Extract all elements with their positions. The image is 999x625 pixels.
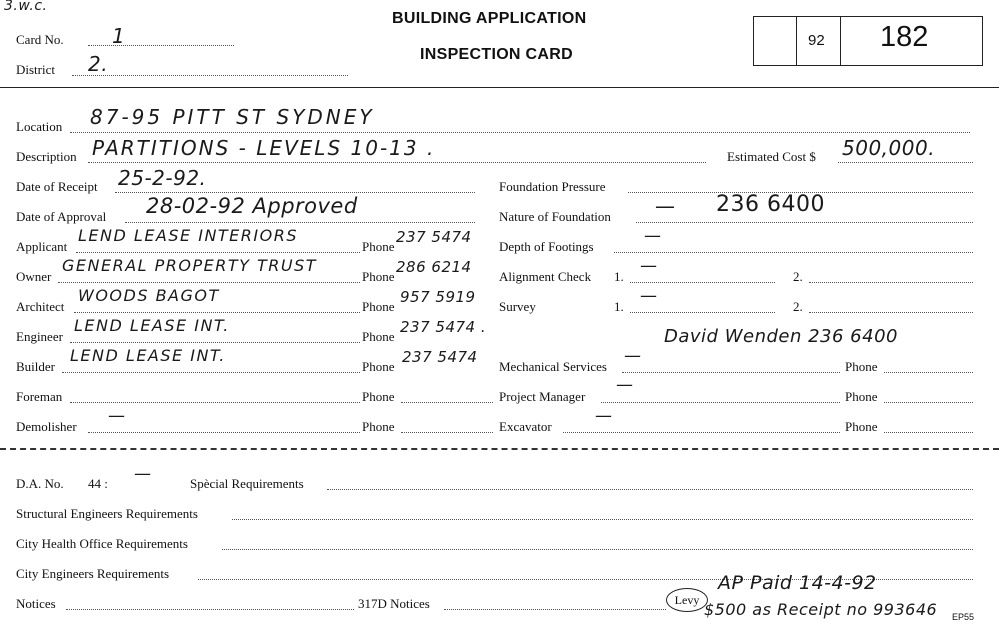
- location-value[interactable]: 87-95 PITT ST SYDNEY: [90, 105, 375, 129]
- structural-requirements-line: [232, 519, 973, 520]
- architect-phone-label: Phone: [362, 299, 395, 314]
- levy-label: Levy: [674, 593, 700, 607]
- health-requirements-label: City Health Office Requirements: [16, 536, 188, 551]
- levy-receipt-note: $500 as Receipt no 993646: [704, 600, 938, 619]
- district-label: District: [16, 62, 55, 77]
- card-no-value[interactable]: 1: [112, 24, 126, 48]
- estimated-cost-value[interactable]: 500,000.: [842, 136, 936, 160]
- applicant-line: [76, 252, 360, 253]
- mechanical-services-label: Mechanical Services: [499, 359, 607, 374]
- engineer-label: Engineer: [16, 329, 63, 344]
- notices-317d-line: [444, 609, 666, 610]
- city-engineers-label: City Engineers Requirements: [16, 566, 170, 581]
- excavator-phone-label: Phone: [845, 419, 878, 434]
- engineer-value[interactable]: LEND LEASE INT.: [74, 316, 230, 335]
- builder-label: Builder: [16, 359, 55, 374]
- demolisher-value[interactable]: —: [108, 406, 126, 426]
- description-line: [88, 162, 706, 163]
- architect-phone-value[interactable]: 957 5919: [400, 288, 476, 306]
- levy-paid-note: AP Paid 14-4-92: [718, 572, 877, 594]
- health-requirements-line: [222, 549, 973, 550]
- depth-of-footings-label: Depth of Footings: [499, 239, 594, 254]
- estimated-cost-line: [838, 162, 973, 163]
- owner-line: [58, 282, 360, 283]
- alignment-check-1-label: 1.: [614, 269, 624, 284]
- date-of-approval-line: [125, 222, 475, 223]
- excavator-phone-line: [884, 432, 973, 433]
- form-code: EP55: [952, 612, 975, 622]
- foundation-pressure-label: Foundation Pressure: [499, 179, 606, 194]
- project-manager-line: [601, 402, 840, 403]
- survey-2-label: 2.: [793, 299, 803, 314]
- description-label: Description: [16, 149, 77, 164]
- estimated-cost-label: Estimated Cost $: [727, 149, 816, 164]
- demolisher-line: [88, 432, 360, 433]
- owner-label: Owner: [16, 269, 52, 284]
- project-manager-value[interactable]: —: [616, 375, 634, 395]
- architect-line: [74, 312, 360, 313]
- title-line-1: BUILDING APPLICATION: [392, 10, 587, 27]
- applicant-phone-label: Phone: [362, 239, 395, 254]
- excavator-value[interactable]: —: [595, 406, 613, 426]
- date-of-receipt-label: Date of Receipt: [16, 179, 98, 194]
- da-no-label: D.A. No.: [16, 476, 64, 491]
- foreman-phone-line: [401, 402, 493, 403]
- date-of-receipt-value[interactable]: 25-2-92.: [118, 166, 207, 190]
- nature-of-foundation-value[interactable]: 236 6400: [716, 192, 825, 217]
- special-requirements-line: [327, 489, 973, 490]
- card-no-label: Card No.: [16, 32, 64, 47]
- alignment-check-label: Alignment Check: [499, 269, 592, 284]
- owner-phone-label: Phone: [362, 269, 395, 284]
- district-value[interactable]: 2.: [88, 52, 109, 76]
- corner-mark: 3.w.c.: [4, 0, 48, 14]
- architect-label: Architect: [16, 299, 65, 314]
- owner-phone-value[interactable]: 286 6214: [396, 258, 472, 276]
- survey-2-line: [809, 312, 973, 313]
- alignment-check-1-line: [630, 282, 775, 283]
- project-manager-phone-label: Phone: [845, 389, 878, 404]
- location-label: Location: [16, 119, 63, 134]
- alignment-check-2-label: 2.: [793, 269, 803, 284]
- description-value[interactable]: PARTITIONS - LEVELS 10-13 .: [92, 136, 436, 160]
- survey-1-line: [630, 312, 775, 313]
- contact-note: David Wenden 236 6400: [664, 326, 898, 347]
- mechanical-services-line: [622, 372, 840, 373]
- demolisher-phone-line: [401, 432, 493, 433]
- date-of-approval-label: Date of Approval: [16, 209, 107, 224]
- mechanical-phone-line: [884, 372, 973, 373]
- applicant-phone-value[interactable]: 237 5474: [396, 228, 472, 246]
- district-line: [72, 75, 348, 76]
- card-year: 92: [808, 32, 825, 49]
- special-requirements-label: Spècial Requirements: [190, 476, 304, 491]
- foreman-label: Foreman: [16, 389, 63, 404]
- engineer-phone-value[interactable]: 237 5474 .: [400, 318, 487, 336]
- card-number-box: [753, 16, 983, 66]
- survey-1-value[interactable]: —: [640, 286, 658, 306]
- nature-of-foundation-label: Nature of Foundation: [499, 209, 611, 224]
- builder-phone-value[interactable]: 237 5474: [402, 348, 478, 366]
- header-divider: [0, 87, 999, 88]
- engineer-line: [70, 342, 360, 343]
- project-manager-label: Project Manager: [499, 389, 586, 404]
- nature-of-foundation-line: [636, 222, 973, 223]
- alignment-check-2-line: [809, 282, 973, 283]
- owner-value[interactable]: GENERAL PROPERTY TRUST: [62, 256, 318, 275]
- notices-label: Notices: [16, 596, 56, 611]
- da-no-value[interactable]: 44 :: [88, 476, 108, 491]
- mechanical-phone-label: Phone: [845, 359, 878, 374]
- applicant-label: Applicant: [16, 239, 68, 254]
- notices-317d-label: 317D Notices: [358, 596, 430, 611]
- foreman-phone-label: Phone: [362, 389, 395, 404]
- title-line-2: INSPECTION CARD: [420, 46, 573, 63]
- depth-of-footings-line: [614, 252, 973, 253]
- structural-requirements-label: Structural Engineers Requirements: [16, 506, 198, 521]
- date-of-receipt-line: [115, 192, 475, 193]
- excavator-label: Excavator: [499, 419, 552, 434]
- alignment-check-1-value[interactable]: —: [640, 256, 658, 276]
- architect-value[interactable]: WOODS BAGOT: [78, 286, 220, 305]
- demolisher-label: Demolisher: [16, 419, 77, 434]
- card-number: 182: [880, 21, 929, 53]
- notices-line: [66, 609, 354, 610]
- nature-of-foundation-dash: —: [655, 194, 676, 218]
- survey-1-label: 1.: [614, 299, 624, 314]
- da-no-dash: —: [134, 464, 152, 484]
- survey-label: Survey: [499, 299, 536, 314]
- builder-phone-label: Phone: [362, 359, 395, 374]
- project-manager-phone-line: [884, 402, 973, 403]
- demolisher-phone-label: Phone: [362, 419, 395, 434]
- builder-line: [62, 372, 360, 373]
- engineer-phone-label: Phone: [362, 329, 395, 344]
- date-of-approval-value[interactable]: 28-02-92 Approved: [146, 194, 358, 218]
- excavator-line: [563, 432, 840, 433]
- mechanical-services-value[interactable]: —: [624, 346, 642, 366]
- location-line: [70, 132, 970, 133]
- depth-of-footings-value[interactable]: —: [644, 226, 662, 246]
- levy-stamp: [666, 588, 708, 612]
- applicant-value[interactable]: LEND LEASE INTERIORS: [78, 226, 298, 245]
- foreman-line: [70, 402, 360, 403]
- builder-value[interactable]: LEND LEASE INT.: [70, 346, 226, 365]
- card-no-line: [88, 45, 234, 46]
- section-divider: [0, 448, 999, 450]
